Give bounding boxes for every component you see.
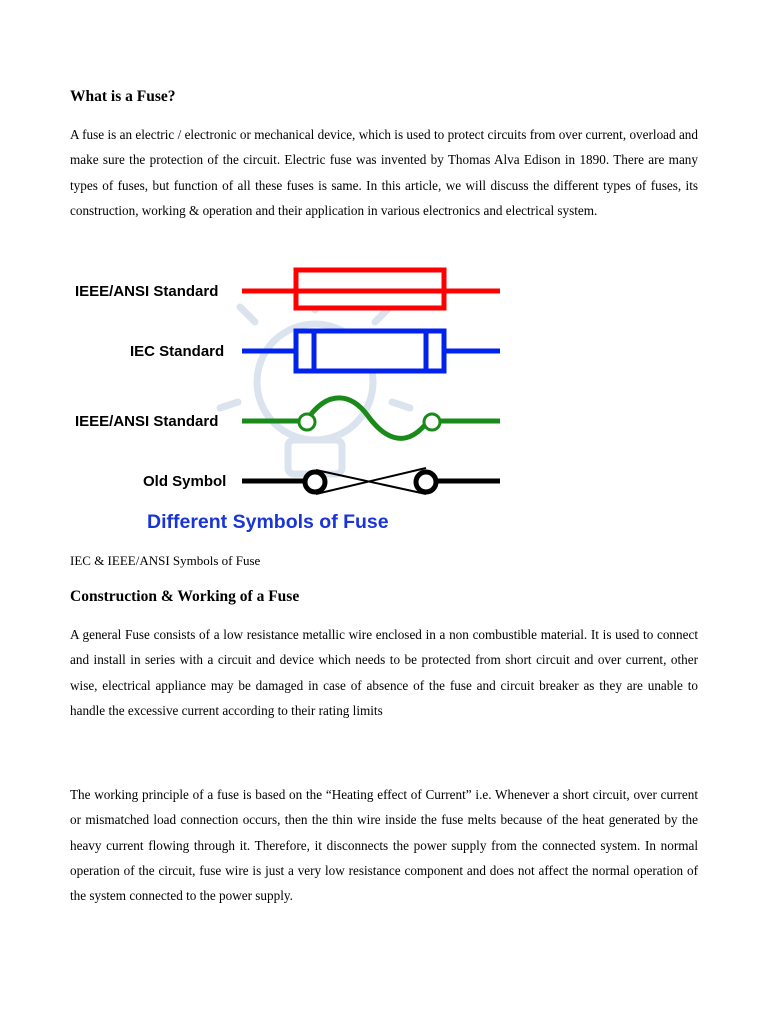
ieee-ansi-rect-fuse-symbol — [242, 270, 500, 308]
section-heading-what-is-a-fuse: What is a Fuse? — [70, 88, 176, 105]
label-ieee-ansi-rect: IEEE/ANSI Standard — [75, 283, 219, 300]
lightbulb-watermark-icon — [220, 292, 410, 474]
figure-title: Different Symbols of Fuse — [147, 511, 389, 533]
watermark-ray — [220, 402, 238, 408]
fuse-symbols-figure — [60, 262, 520, 540]
section-heading-construction: Construction & Working of a Fuse — [70, 588, 300, 605]
construction-paragraph: A general Fuse consists of a low resistance metallic wire enclosed in a non combustible material. It is used to connect and install in series with a circuit and device which needs to be protected from short circuit and over current, other wise, electrical appliance may be damaged in case of absence of the fuse and circuit breaker as they are unable to handle the excessive current according to their rating limits — [70, 627, 698, 718]
working-principle-paragraph: The working principle of a fuse is based on the “Heating effect of Current” i.e. Whenever a short circuit, over current or mismatched load connection occurs, then the thin wire inside the fuse melts because of the heat generated by the heavy current flowing through it. Therefore, it disconnects the power supply from the connected system. In normal operation of the circuit, fuse wire is just a very low resistance component and does not affect the normal operation of the system connected to the power supply. — [70, 787, 698, 904]
figure-caption: IEC & IEEE/ANSI Symbols of Fuse — [70, 553, 261, 568]
watermark-ray — [240, 307, 255, 322]
watermark-ray — [392, 402, 410, 408]
label-old-symbol: Old Symbol — [143, 473, 227, 490]
old-fuse-symbol — [242, 468, 500, 494]
label-ieee-ansi-wave: IEEE/ANSI Standard — [75, 413, 219, 430]
label-iec: IEC Standard — [130, 343, 225, 360]
intro-paragraph: A fuse is an electric / electronic or mechanical device, which is used to protect circuits from over current, overload and make sure the protection of the circuit. Electric fuse was invented by Thomas Alva Edison in 1890. There are many types of fuses, but function of all these fuses is same. In this article, we will discuss the different types of fuses, its construction, working & operation and their application in various electronics and electrical system. — [70, 127, 698, 218]
watermark-base — [288, 440, 342, 474]
